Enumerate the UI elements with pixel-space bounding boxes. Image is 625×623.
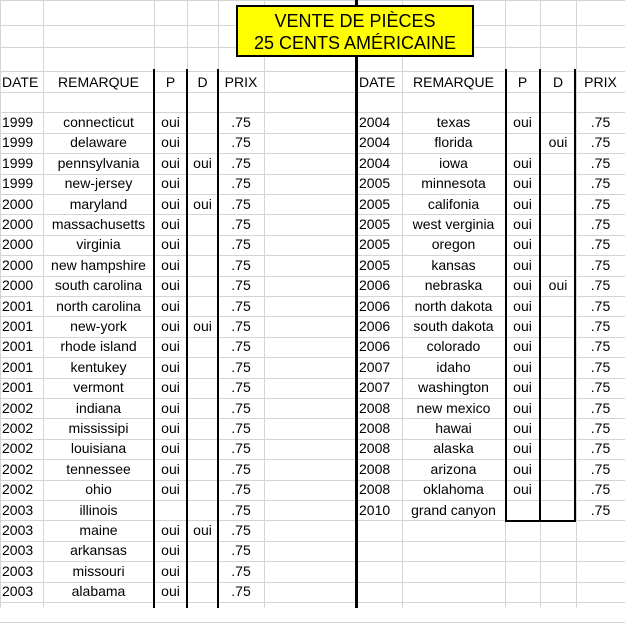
- left-row-date: 2001: [2, 318, 34, 334]
- left-row-prix: .75: [231, 298, 251, 314]
- right-row-prix: .75: [590, 175, 611, 191]
- left-row-remarque: pennsylvania: [57, 155, 140, 171]
- left-row-p: oui: [161, 400, 180, 416]
- left-row-prix: .75: [231, 359, 251, 375]
- left-row-date: 2003: [2, 583, 34, 599]
- right-row-d: [542, 336, 574, 356]
- right-row-remarque: alaska: [433, 440, 474, 456]
- left-row-prix: .75: [231, 522, 251, 538]
- right-p-border-right: [539, 69, 541, 522]
- column-gridline: [0, 0, 1, 608]
- right-row-remarque: califonia: [427, 196, 480, 212]
- right-row-p: [507, 132, 538, 152]
- right-row-date: 2008: [359, 420, 391, 436]
- right-row-p: oui: [513, 379, 532, 395]
- left-row-p: oui: [161, 461, 180, 477]
- right-header-remarque: REMARQUE: [413, 74, 494, 90]
- right-row-p: oui: [513, 196, 532, 212]
- left-row-d: [189, 357, 216, 377]
- left-row-remarque: massachusetts: [51, 216, 146, 232]
- left-row-prix: .75: [231, 420, 251, 436]
- left-row-date: 1999: [2, 134, 34, 150]
- left-row-prix: .75: [231, 338, 251, 354]
- left-row-date: 2000: [2, 277, 34, 293]
- center-divider: [355, 0, 358, 608]
- right-row-d: oui: [548, 134, 568, 150]
- left-row-d: oui: [193, 318, 212, 334]
- right-row-date: 2004: [359, 134, 391, 150]
- left-row-p: oui: [161, 196, 180, 212]
- right-d-border-right: [574, 69, 576, 522]
- right-row-prix: .75: [590, 134, 611, 150]
- right-row-d: [542, 194, 574, 214]
- left-row-remarque: rhode island: [60, 338, 137, 354]
- row-gridline: [0, 0, 625, 1]
- right-row-p: oui: [513, 277, 532, 293]
- left-d-border-right: [217, 69, 219, 608]
- left-row-prix: .75: [231, 175, 251, 191]
- right-row-p: oui: [513, 338, 532, 354]
- left-row-remarque: missouri: [72, 563, 125, 579]
- right-row-date: 2008: [359, 400, 391, 416]
- right-row-prix: .75: [590, 481, 611, 497]
- left-row-remarque: maryland: [69, 196, 128, 212]
- left-row-p: oui: [161, 563, 180, 579]
- left-row-date: 2003: [2, 542, 34, 558]
- left-row-prix: .75: [231, 114, 251, 130]
- left-row-remarque: louisiana: [70, 440, 127, 456]
- right-header-p: P: [517, 74, 528, 90]
- right-row-remarque: west verginia: [412, 216, 495, 232]
- left-row-p: oui: [161, 216, 180, 232]
- right-row-d: [542, 214, 574, 234]
- right-row-d: oui: [548, 277, 568, 293]
- right-row-prix: .75: [590, 461, 611, 477]
- left-row-d: [189, 173, 216, 193]
- right-pd-border-bottom: [505, 520, 576, 522]
- left-row-d: [189, 479, 216, 499]
- left-row-prix: .75: [231, 502, 251, 518]
- left-header-remarque: REMARQUE: [58, 74, 139, 90]
- right-row-p: [507, 500, 538, 520]
- left-row-p: oui: [161, 236, 180, 252]
- left-row-p: oui: [161, 134, 180, 150]
- left-row-p: oui: [161, 277, 180, 293]
- left-row-p: oui: [161, 338, 180, 354]
- right-row-remarque: oregon: [431, 236, 476, 252]
- left-row-d: [189, 275, 216, 295]
- right-row-date: 2005: [359, 216, 391, 232]
- right-row-prix: .75: [590, 318, 611, 334]
- right-row-remarque: grand canyon: [411, 502, 496, 518]
- left-row-remarque: new-york: [70, 318, 127, 334]
- right-row-prix: .75: [590, 379, 611, 395]
- right-row-date: 2006: [359, 338, 391, 354]
- left-row-p: oui: [161, 359, 180, 375]
- left-row-date: 2002: [2, 461, 34, 477]
- left-row-date: 2000: [2, 196, 34, 212]
- right-row-remarque: iowa: [439, 155, 468, 171]
- right-row-remarque: new mexico: [416, 400, 491, 416]
- right-row-prix: .75: [590, 114, 611, 130]
- right-row-d: [542, 459, 574, 479]
- left-row-prix: .75: [231, 461, 251, 477]
- left-row-d: [189, 561, 216, 581]
- right-row-d: [542, 173, 574, 193]
- left-row-date: 2002: [2, 420, 34, 436]
- right-row-prix: .75: [590, 440, 611, 456]
- right-row-p: oui: [513, 257, 532, 273]
- left-row-p: oui: [161, 298, 180, 314]
- right-row-d: [542, 398, 574, 418]
- left-row-p: oui: [161, 542, 180, 558]
- right-row-d: [542, 255, 574, 275]
- left-row-date: 2003: [2, 563, 34, 579]
- left-row-prix: .75: [231, 542, 251, 558]
- left-row-remarque: new hampshire: [51, 257, 146, 273]
- left-row-remarque: maine: [79, 522, 118, 538]
- left-row-date: 1999: [2, 175, 34, 191]
- right-row-remarque: north dakota: [414, 298, 493, 314]
- left-row-remarque: vermont: [73, 379, 124, 395]
- right-row-d: [542, 316, 574, 336]
- left-row-d: [189, 459, 216, 479]
- left-row-remarque: arkansas: [70, 542, 127, 558]
- left-row-prix: .75: [231, 216, 251, 232]
- left-row-p: oui: [161, 257, 180, 273]
- title-box: [236, 5, 474, 57]
- left-row-prix: .75: [231, 379, 251, 395]
- left-row-date: 2001: [2, 338, 34, 354]
- left-row-d: [189, 438, 216, 458]
- left-row-prix: .75: [231, 481, 251, 497]
- right-row-p: oui: [513, 481, 532, 497]
- left-row-date: 2002: [2, 400, 34, 416]
- left-row-prix: .75: [231, 277, 251, 293]
- right-row-d: [542, 500, 574, 520]
- left-row-remarque: new-jersey: [64, 175, 133, 191]
- left-row-date: 2003: [2, 522, 34, 538]
- right-row-date: 2006: [359, 318, 391, 334]
- right-row-date: 2005: [359, 196, 391, 212]
- left-header-date: DATE: [2, 74, 39, 90]
- left-header-d: D: [197, 74, 208, 90]
- right-row-p: oui: [513, 155, 532, 171]
- left-row-date: 2001: [2, 379, 34, 395]
- right-row-date: 2005: [359, 175, 391, 191]
- right-row-d: [542, 234, 574, 254]
- column-gridline: [264, 0, 265, 608]
- right-row-p: oui: [513, 114, 532, 130]
- left-row-date: 2001: [2, 298, 34, 314]
- right-row-p: oui: [513, 216, 532, 232]
- left-row-prix: .75: [231, 134, 251, 150]
- left-p-border-right: [186, 69, 188, 608]
- right-row-date: 2005: [359, 236, 391, 252]
- right-row-prix: .75: [590, 420, 611, 436]
- title-line-2: 25 CENTS AMÉRICAINE: [253, 33, 457, 53]
- left-row-remarque: tennessee: [66, 461, 131, 477]
- right-row-remarque: minnesota: [421, 175, 486, 191]
- left-row-p: oui: [161, 440, 180, 456]
- right-header-d: D: [552, 74, 564, 90]
- left-row-prix: .75: [231, 196, 251, 212]
- left-row-date: 2001: [2, 359, 34, 375]
- left-row-date: 1999: [2, 155, 34, 171]
- right-row-remarque: nebraska: [424, 277, 483, 293]
- left-row-prix: .75: [231, 400, 251, 416]
- left-row-date: 2002: [2, 440, 34, 456]
- left-header-prix: PRIX: [224, 74, 258, 90]
- right-row-p: oui: [513, 298, 532, 314]
- left-row-d: [189, 296, 216, 316]
- right-row-remarque: colorado: [426, 338, 481, 354]
- left-row-p: oui: [161, 155, 180, 171]
- right-row-p: oui: [513, 318, 532, 334]
- left-row-date: 2000: [2, 216, 34, 232]
- left-header-p: P: [165, 74, 176, 90]
- right-row-p: oui: [513, 175, 532, 191]
- right-row-date: 2006: [359, 298, 391, 314]
- right-row-date: 2004: [359, 155, 391, 171]
- row-gridline: [0, 602, 625, 603]
- left-row-remarque: indiana: [75, 400, 122, 416]
- right-row-prix: .75: [590, 359, 611, 375]
- left-row-d: [189, 214, 216, 234]
- left-row-d: [189, 336, 216, 356]
- left-row-remarque: south carolina: [54, 277, 143, 293]
- left-row-date: 2002: [2, 481, 34, 497]
- left-row-remarque: illinois: [79, 502, 118, 518]
- left-row-d: oui: [193, 196, 212, 212]
- left-row-prix: .75: [231, 155, 251, 171]
- left-row-d: [189, 377, 216, 397]
- right-row-date: 2008: [359, 440, 391, 456]
- left-row-date: 2003: [2, 502, 34, 518]
- left-p-border-left: [153, 69, 155, 608]
- right-row-remarque: arizona: [430, 461, 477, 477]
- right-row-p: oui: [513, 420, 532, 436]
- right-row-prix: .75: [590, 216, 611, 232]
- right-row-d: [542, 296, 574, 316]
- left-row-remarque: north carolina: [56, 298, 141, 314]
- left-row-d: [189, 581, 216, 601]
- right-row-prix: .75: [590, 277, 611, 293]
- right-row-remarque: washington: [418, 379, 489, 395]
- right-row-p: oui: [513, 440, 532, 456]
- right-row-d: [542, 112, 574, 132]
- left-row-prix: .75: [231, 236, 251, 252]
- right-row-d: [542, 377, 574, 397]
- left-row-d: [189, 540, 216, 560]
- right-row-date: 2008: [359, 461, 391, 477]
- right-row-date: 2007: [359, 359, 391, 375]
- left-row-prix: .75: [231, 440, 251, 456]
- left-row-remarque: kentukey: [70, 359, 127, 375]
- right-row-d: [542, 357, 574, 377]
- right-row-remarque: south dakota: [413, 318, 494, 334]
- right-row-prix: .75: [590, 155, 611, 171]
- left-row-d: oui: [193, 155, 212, 171]
- left-row-remarque: mississipi: [68, 420, 129, 436]
- right-row-prix: .75: [590, 502, 611, 518]
- left-row-date: 2000: [2, 257, 34, 273]
- left-row-date: 2000: [2, 236, 34, 252]
- left-row-d: [189, 132, 216, 152]
- right-row-date: 2005: [359, 257, 391, 273]
- right-row-d: [542, 479, 574, 499]
- left-row-p: oui: [161, 114, 180, 130]
- right-row-prix: .75: [590, 400, 611, 416]
- left-row-p: oui: [161, 175, 180, 191]
- left-row-d: [189, 112, 216, 132]
- right-row-date: 2010: [359, 502, 391, 518]
- right-header-prix: PRIX: [584, 74, 617, 90]
- left-row-p: oui: [161, 522, 180, 538]
- left-row-d: [189, 500, 216, 520]
- right-row-p: oui: [513, 461, 532, 477]
- left-row-prix: .75: [231, 563, 251, 579]
- left-row-p: oui: [161, 481, 180, 497]
- right-row-d: [542, 153, 574, 173]
- right-row-prix: .75: [590, 196, 611, 212]
- left-row-prix: .75: [231, 318, 251, 334]
- right-row-p: oui: [513, 400, 532, 416]
- right-row-prix: .75: [590, 236, 611, 252]
- right-header-date: DATE: [359, 74, 396, 90]
- left-row-remarque: alabama: [71, 583, 126, 599]
- left-row-d: oui: [193, 522, 212, 538]
- right-row-d: [542, 438, 574, 458]
- right-row-prix: .75: [590, 338, 611, 354]
- left-row-remarque: connecticut: [63, 114, 134, 130]
- left-row-p: oui: [161, 583, 180, 599]
- right-row-remarque: oklahoma: [423, 481, 484, 497]
- row-gridline: [0, 92, 625, 93]
- right-row-prix: .75: [590, 298, 611, 314]
- right-row-d: [542, 418, 574, 438]
- right-row-remarque: idaho: [436, 359, 471, 375]
- left-row-p: oui: [161, 379, 180, 395]
- left-row-date: 1999: [2, 114, 34, 130]
- left-row-prix: .75: [231, 257, 251, 273]
- left-row-d: [189, 255, 216, 275]
- right-row-remarque: texas: [436, 114, 471, 130]
- left-row-remarque: ohio: [85, 481, 112, 497]
- left-row-d: [189, 398, 216, 418]
- right-row-remarque: hawai: [435, 420, 472, 436]
- right-row-date: 2007: [359, 379, 391, 395]
- left-row-p: [156, 500, 185, 520]
- right-row-remarque: kansas: [431, 257, 476, 273]
- column-gridline: [576, 0, 577, 608]
- title-line-1: VENTE DE PIÈCES: [274, 11, 436, 31]
- right-row-date: 2006: [359, 277, 391, 293]
- left-row-d: [189, 418, 216, 438]
- left-row-p: oui: [161, 420, 180, 436]
- right-row-p: oui: [513, 359, 532, 375]
- left-row-remarque: delaware: [70, 134, 127, 150]
- left-row-prix: .75: [231, 583, 251, 599]
- left-row-p: oui: [161, 318, 180, 334]
- right-row-remarque: florida: [434, 134, 473, 150]
- right-row-date: 2008: [359, 481, 391, 497]
- right-row-date: 2004: [359, 114, 391, 130]
- right-row-prix: .75: [590, 257, 611, 273]
- left-row-d: [189, 234, 216, 254]
- right-row-p: oui: [513, 236, 532, 252]
- left-row-remarque: virginia: [76, 236, 121, 252]
